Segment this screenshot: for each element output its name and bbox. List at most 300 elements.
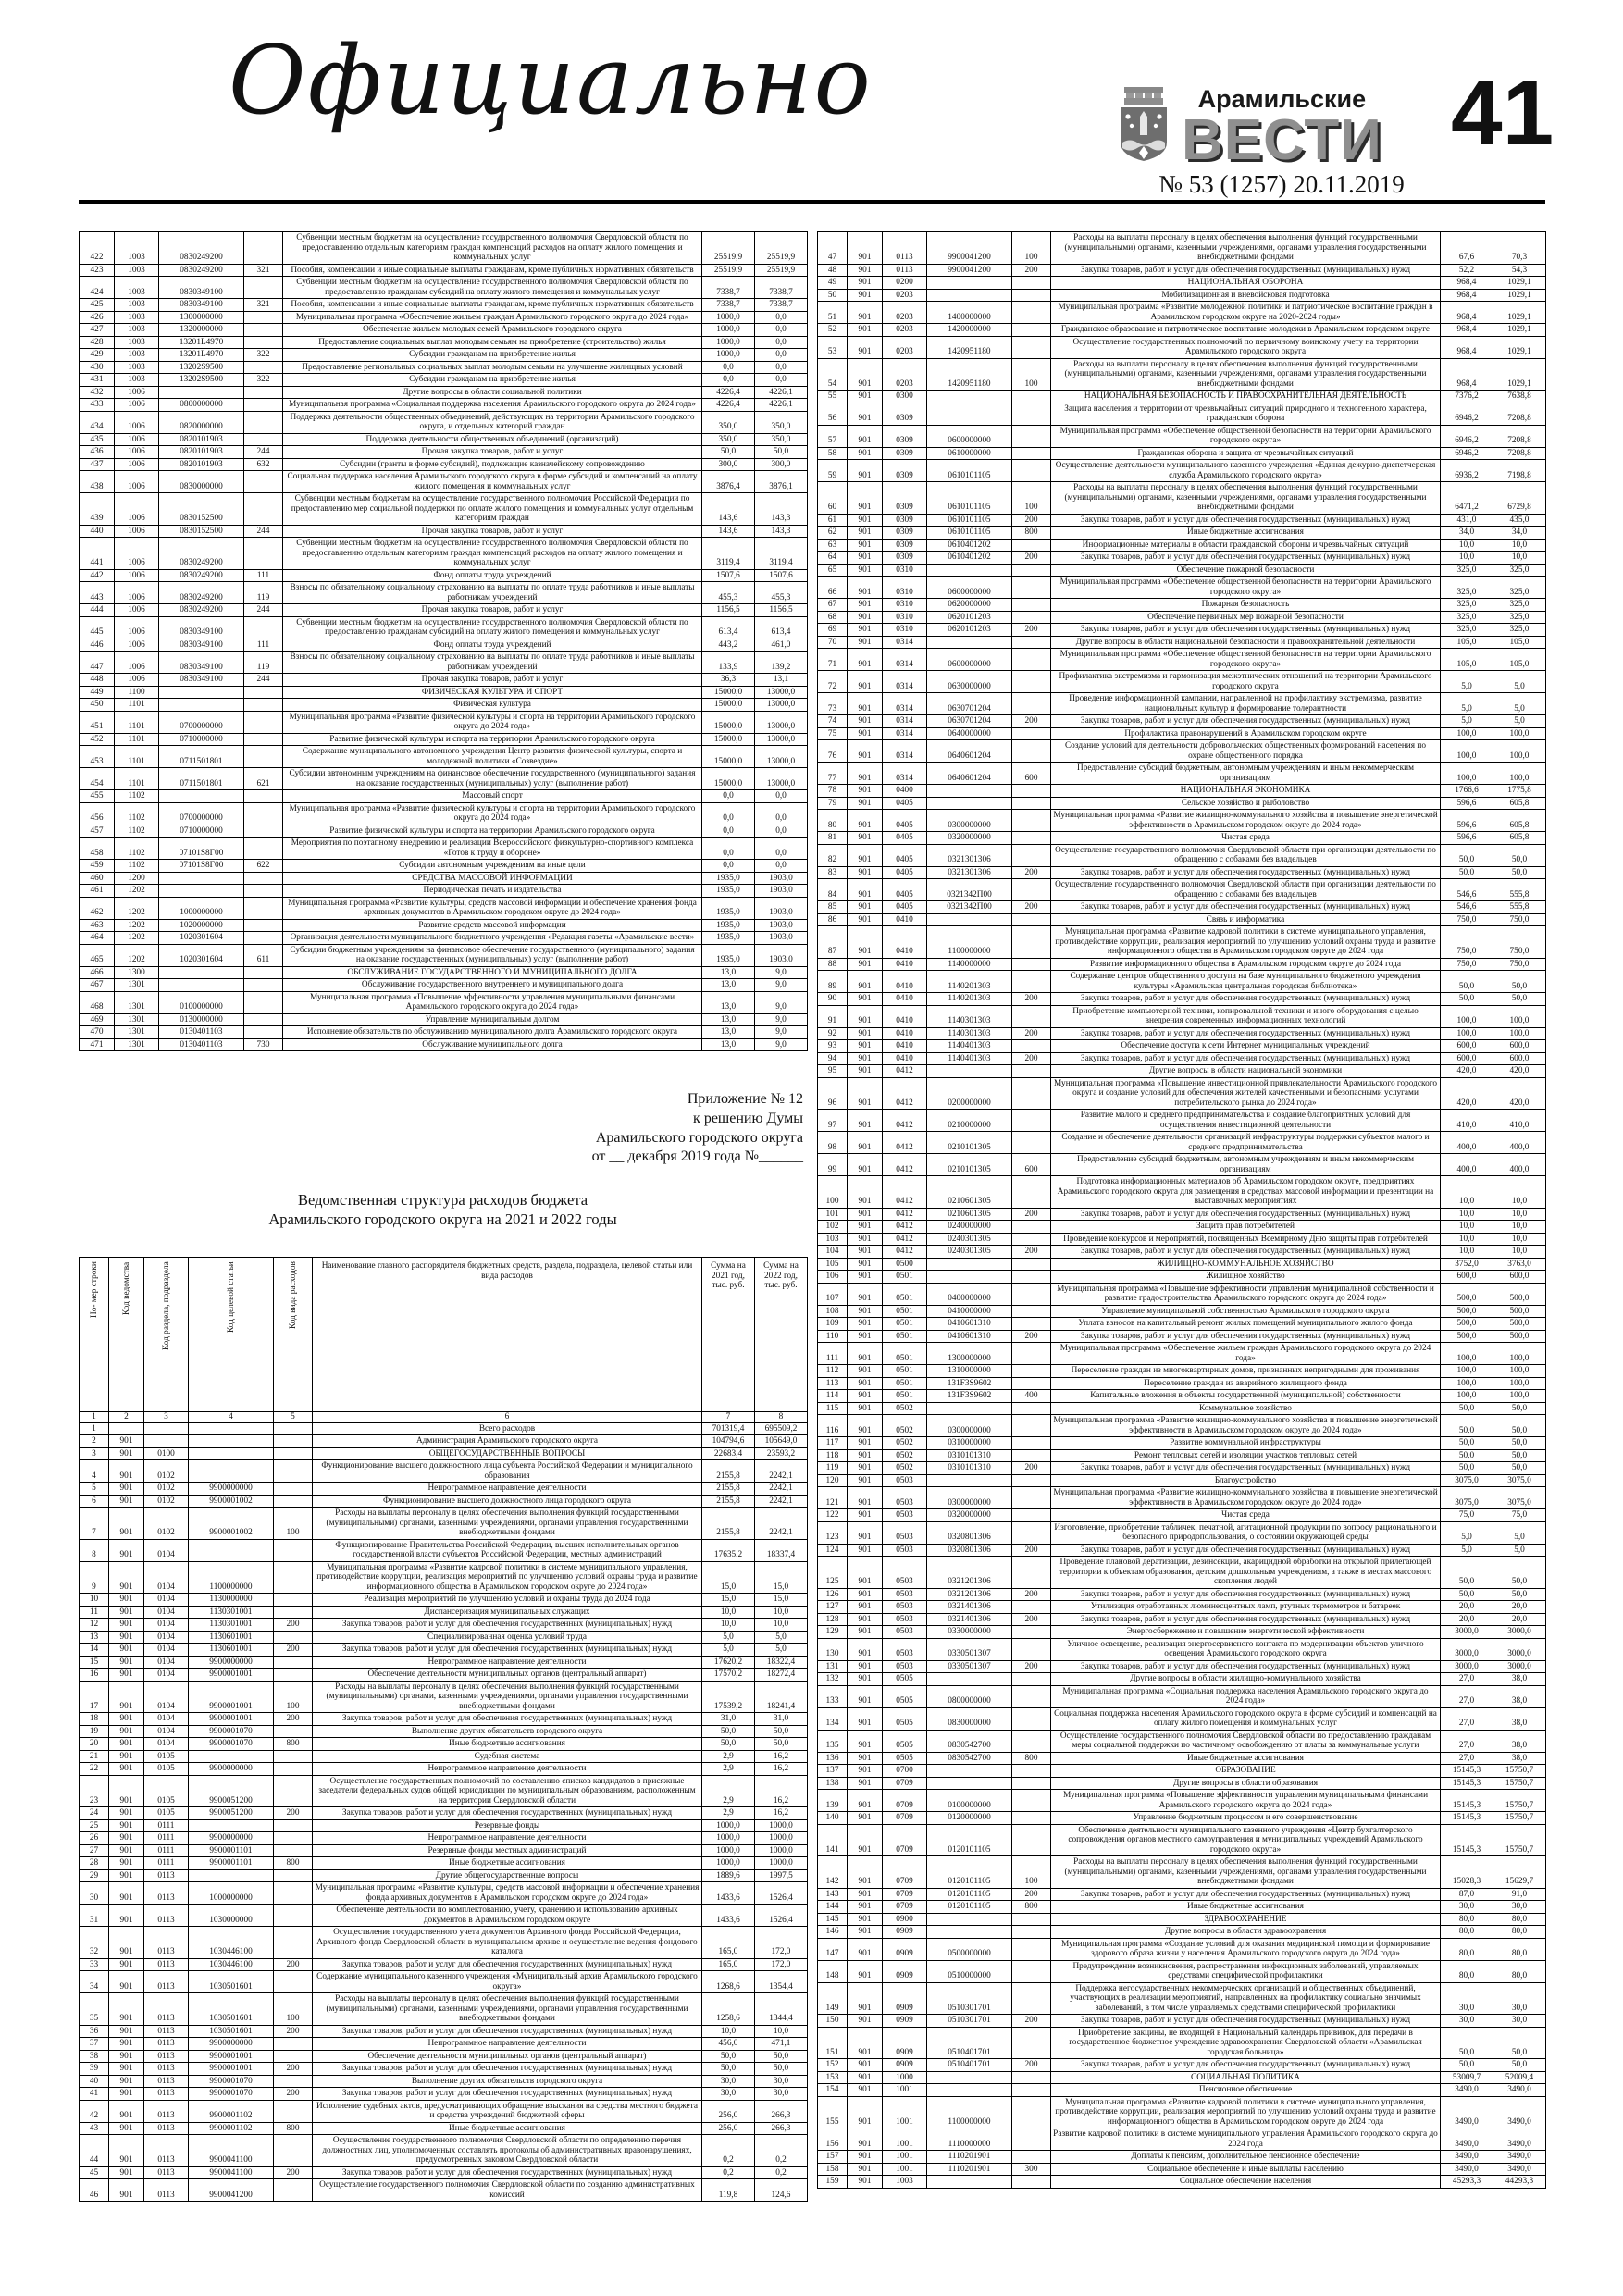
table-cell: 0113 [144,2135,189,2167]
table-cell: 143,3 [755,525,808,538]
col-header-department-code: Код ведомства [109,1258,144,1412]
table-cell: 1766,6 [1441,785,1493,798]
table-cell: 2155,8 [702,1495,755,1508]
table-cell: 0105 [144,1807,189,1820]
table-cell: 0,0 [702,838,755,860]
table-cell: 51 [818,302,848,324]
table-cell: 605,8 [1493,832,1546,845]
table-cell: 50,0 [702,1738,755,1751]
table-cell: 901 [848,1077,883,1110]
masthead-text [1182,85,1382,172]
table-cell: 621 [244,768,283,790]
table-cell [244,361,283,374]
table-cell: 596,6 [1441,832,1493,845]
table-cell: Расходы на выплаты персоналу в целях обеспечения выполнения функций государственными (муниципальными) органами, казенными учреждениями, органами управления государственными внебюджетными фондами [1051,358,1441,391]
table-cell: 1006 [115,538,159,570]
table-row [818,564,1546,577]
table-cell: 1507,6 [755,569,808,582]
table-cell: Непрограммное направление деятельности [313,1832,702,1845]
table-cell: 200 [1012,264,1051,277]
table-cell [159,885,244,898]
table-cell: 456,0 [702,2038,755,2051]
table-cell: 0309 [883,460,927,482]
table-cell: 140 [818,1812,848,1825]
table-cell: Функционирование высшего должностного лица субъекта Российской Федерации и муниципального образования [313,1460,702,1483]
table-cell: 1030000000 [189,1905,274,1927]
table-cell: 901 [848,324,883,337]
table-cell: 100,0 [1441,1390,1493,1403]
table-cell: 321 [244,264,283,277]
table-row [818,1626,1546,1639]
table-cell: 0800000000 [927,1685,1012,1707]
table-cell: Закупка товаров, работ и услуг для обеспечения государственных (муниципальных) нужд [1051,1208,1441,1221]
table-row [818,1271,1546,1284]
table-row [80,1447,808,1460]
table-cell [274,1606,313,1619]
table-cell: 0113 [144,1882,189,1905]
table-row [818,1415,1546,1437]
table-cell: 901 [109,1594,144,1607]
table-cell: 901 [848,879,883,901]
table-row [80,1508,808,1540]
table-cell: 0113 [144,2122,189,2135]
table-cell: 968,4 [1441,302,1493,324]
table-cell: 968,4 [1441,336,1493,358]
table-cell: 0830152500 [159,525,244,538]
table-cell: 125 [818,1557,848,1589]
table-cell: 10,0 [1493,1233,1546,1246]
table-cell: 901 [848,1271,883,1284]
table-cell [1012,336,1051,358]
table-row [818,1509,1546,1522]
table-cell: 1000,0 [702,1844,755,1857]
table-cell [274,1539,313,1561]
table-cell [244,616,283,639]
table-cell: 116 [818,1415,848,1437]
table-cell: 1102 [115,790,159,803]
table-cell: 1006 [115,616,159,639]
table-cell: 0113 [883,264,927,277]
table-cell: Фонд оплаты труда учреждений [283,639,702,652]
table-cell: 440 [80,525,115,538]
table-cell: Управление бюджетным процессом и его совершенствование [1051,1812,1441,1825]
table-cell: 350,0 [702,411,755,433]
table-cell: Муниципальная программа «Развитие молодежной политики и патриотическое воспитание граждан в Арамильском городском округе на 2020-2024 годы» [1051,302,1441,324]
table-cell: 10,0 [1441,1208,1493,1221]
table-row [80,1656,808,1669]
table-cell: 443 [80,582,115,604]
table-cell: Муниципальная программа «Повышение инвестиционной привлекательности Арамильского городского округа и создание условий для обеспечения жителей качественными и безопасными услугами потребительского рынка до 2024 года» [1051,1077,1441,1110]
table-row [80,1460,808,1483]
table-cell: 3876,4 [702,471,755,493]
table-cell: 901 [848,1208,883,1221]
table-cell: 0412 [883,1208,927,1221]
table-row [818,1132,1546,1154]
table-cell [1012,1601,1051,1614]
table-cell: 0113 [144,1971,189,1993]
table-cell: 433 [80,399,115,412]
table-cell [274,1483,313,1496]
table-cell: 4 [80,1460,109,1483]
table-cell: 0203 [883,336,927,358]
table-cell [1012,1065,1051,1078]
table-cell: Обеспечение доступа к сети Интернет муниципальных учреждений [1051,1040,1441,1053]
table-cell: 4 [189,1412,274,1423]
table-cell: 1889,6 [702,1869,755,1882]
table-cell: 0113 [144,2075,189,2088]
table-cell: 4226,1 [755,386,808,399]
table-cell: 901 [109,2122,144,2135]
table-cell: 1420951180 [927,336,1012,358]
table-cell: 901 [109,1606,144,1619]
table-cell: 0830349100 [159,652,244,674]
table-cell: 9900001070 [189,1738,274,1751]
table-cell: Субсидии (гранты в форме субсидий), подлежащие казначейскому сопровождению [283,458,702,471]
table-cell: 0405 [883,810,927,832]
table-cell: 58 [818,447,848,460]
table-cell: 200 [1012,552,1051,565]
table-cell: Пожарная безопасность [1051,599,1441,612]
table-cell: Обслуживание государственного внутреннего и муниципального долга [283,979,702,992]
table-cell: 901 [848,1474,883,1487]
table-cell: 07101S8Г00 [159,838,244,860]
table-cell [1012,913,1051,926]
table-cell: 0320000000 [927,1509,1012,1522]
table-cell: 0830000000 [927,1707,1012,1730]
table-cell: 66 [818,577,848,599]
table-row [818,1938,1546,1960]
table-cell: 901 [848,1415,883,1437]
table-row [818,1365,1546,1378]
table-cell: 50,0 [1441,1437,1493,1450]
table-row [80,932,808,945]
table-cell: 0,0 [702,802,755,825]
table-cell: 1006 [115,471,159,493]
table-cell [1012,879,1051,901]
table-cell: 200 [1012,866,1051,879]
table-cell: Развитие физической культуры и спорта на территории Арамильского городского округа [283,825,702,838]
table-cell: Закупка товаров, работ и услуг для обеспечения государственных (муниципальных) нужд [1051,901,1441,914]
table-cell: 1000,0 [755,1844,808,1857]
table-cell: 901 [848,1330,883,1343]
table-cell: 13,0 [702,1013,755,1026]
table-cell: 600,0 [1493,1040,1546,1053]
table-cell: 455,3 [755,582,808,604]
table-cell [1012,611,1051,624]
table-row [818,1208,1546,1221]
table-cell: 901 [109,1435,144,1448]
table-cell: 1202 [115,944,159,966]
table-cell: 8 [755,1412,808,1423]
table-cell: 432 [80,386,115,399]
table-cell: 11 [80,1606,109,1619]
table-row [80,2166,808,2179]
table-cell: 0503 [883,1487,927,1509]
table-cell: Предупреждение возникновения, распространения инфекционных заболеваний, управляемых средствами специфической профилактики [1051,1960,1441,1982]
table-cell: 0120101105 [927,1824,1012,1856]
table-cell: 9900000000 [189,1763,274,1776]
table-row [818,1685,1546,1707]
table-cell: 23593,2 [755,1447,808,1460]
table-cell: 64 [818,552,848,565]
table-cell: Создание условий для деятельности добровольческих общественных формирований населения по охране общественного порядка [1051,740,1441,763]
table-cell: 1301 [115,1038,159,1051]
table-cell: 5,0 [1441,693,1493,715]
table-cell: 6471,2 [1441,482,1493,515]
table-cell: Развитие физической культуры и спорта на территории Арамильского городского округа [283,733,702,746]
table-cell: 0830349100 [159,299,244,312]
table-cell: 39 [80,2063,109,2076]
table-cell: 4226,4 [702,386,755,399]
table-cell: 124,6 [755,2179,808,2202]
table-cell: 2155,8 [702,1508,755,1540]
table-cell: 244 [244,604,283,617]
table-cell: 1001 [883,2151,927,2164]
table-cell [1012,1557,1051,1589]
table-cell: 1006 [115,458,159,471]
table-cell: 0321342П00 [927,879,1012,901]
table-cell: 0709 [883,1777,927,1790]
table-cell: 1029,1 [1493,277,1546,290]
table-cell: 901 [848,636,883,649]
table-cell: 20,0 [1441,1601,1493,1614]
table-cell: 1006 [115,411,159,433]
table-cell: 1003 [115,264,159,277]
table-cell: 9900001002 [189,1508,274,1540]
table-cell: 100 [1012,358,1051,391]
table-cell: 431,0 [1441,514,1493,527]
table-cell: 200 [1012,624,1051,637]
table-cell: 0610000000 [927,447,1012,460]
table-cell: 0501 [883,1390,927,1403]
table-cell: Развитие средств массовой информации [283,919,702,932]
table-cell [1012,1824,1051,1856]
table-cell: Закупка товаров, работ и услуг для обеспечения государственных (муниципальных) нужд [1051,1052,1441,1065]
table-cell: 0,0 [755,336,808,349]
table-row [80,582,808,604]
table-cell: 0630701204 [927,693,1012,715]
table-cell: Закупка товаров, работ и услуг для обеспечения государственных (муниципальных) нужд [313,1807,702,1820]
table-cell: 968,4 [1441,277,1493,290]
table-cell: 0610101105 [927,482,1012,515]
table-cell: 400 [1012,1390,1051,1403]
table-cell [144,1422,189,1435]
table-cell [927,2176,1012,2189]
table-cell: 15629,7 [1493,1856,1546,1889]
table-cell: 901 [848,1790,883,1812]
table-cell: 0104 [144,1631,189,1644]
table-cell: 321 [244,299,283,312]
table-cell: 0130000000 [159,1013,244,1026]
table-cell: 1020000000 [159,919,244,932]
table-cell: 1003 [115,299,159,312]
table-row [80,616,808,639]
table-cell: 1301 [115,1013,159,1026]
table-cell: 172,0 [755,1958,808,1971]
table-cell: 1006 [115,399,159,412]
table-cell: 0412 [883,1176,927,1209]
table-cell: Гражданское образование и патриотическое воспитание молодежи в Арамильском городском округе [1051,324,1441,337]
table-cell: 50,0 [755,2063,808,2076]
table-cell: 1301 [115,991,159,1013]
table-cell: 901 [109,1508,144,1540]
table-cell: Другие вопросы в области жилищно-коммунального хозяйства [1051,1673,1441,1686]
table-cell: 0120101105 [927,1888,1012,1901]
table-cell [927,403,1012,425]
table-cell: 3490,0 [1441,2151,1493,2164]
table-cell: 0503 [883,1588,927,1601]
table-cell: 901 [848,1283,883,1305]
table-cell: 325,0 [1441,599,1493,612]
table-cell: 3000,0 [1441,1638,1493,1660]
table-cell [927,2071,1012,2084]
table-cell: Социальное обеспечение и иные выплаты населению [1051,2163,1441,2176]
table-cell: 0113 [144,1993,189,2026]
table-cell: 701319,4 [702,1422,755,1435]
table-cell: 0203 [883,358,927,391]
table-cell: 0,0 [702,860,755,873]
table-cell: Обеспечение деятельности муниципальных органов (центральный аппарат) [313,1669,702,1682]
table-cell: 596,6 [1441,810,1493,832]
table-cell [1012,1707,1051,1730]
table-header [80,1258,808,1412]
table-cell: 15750,7 [1493,1812,1546,1825]
table-cell: 22 [80,1763,109,1776]
table-cell: 446 [80,639,115,652]
table-cell: 730 [244,1038,283,1051]
table-cell [1012,1233,1051,1246]
table-cell: 1100000000 [927,926,1012,959]
table-row [818,1777,1546,1790]
table-cell: 10,0 [755,1606,808,1619]
table-cell: 596,6 [1441,797,1493,810]
table-cell: 244 [244,525,283,538]
table-cell: 0,0 [755,361,808,374]
col-header-name: Наименование главного распорядителя бюджетных средств, раздела, подраздела, целевой статьи или вида расходов [313,1258,702,1412]
table-cell [244,991,283,1013]
table-cell: 100,0 [1493,1005,1546,1027]
table-cell: 27,0 [1441,1707,1493,1730]
table-cell: 1001 [883,2163,927,2176]
table-cell: 1030501601 [189,1971,274,1993]
table-row [80,1561,808,1594]
table-cell: Взносы по обязательному социальному страхованию на выплаты по оплате труда работников и иные выплаты работникам учреждений [283,652,702,674]
table-row [80,2179,808,2202]
table-cell: 135 [818,1730,848,1752]
table-cell: 34,0 [1441,527,1493,540]
table-cell: 7208,8 [1493,403,1546,425]
table-cell: 126 [818,1588,848,1601]
table-cell: 100 [274,1508,313,1540]
table-cell [1012,1258,1051,1271]
table-cell: Субвенции местным бюджетам на осуществление государственного полномочия Российской Федерации по предоставлению мер социальной поддержки по оплате жилого помещения и коммунальных услуг отдельным категориям граждан [283,493,702,526]
table-cell: 0321401306 [927,1601,1012,1614]
table-row [80,446,808,459]
table-cell: 436 [80,446,115,459]
table-row [818,1377,1546,1390]
table-cell: 32 [80,1927,109,1959]
table-cell: 1102 [115,802,159,825]
table-cell: 50,0 [1441,1557,1493,1589]
table-cell: 0505 [883,1685,927,1707]
table-row [818,1065,1546,1078]
table-cell: Осуществление государственных полномочий по составлению списков кандидатов в присяжные заседатели федеральных судов общей юрисдикции по муниципальным образованиям, расположенным на территории Свердловской области [313,1775,702,1807]
table-cell: 901 [848,958,883,971]
table-cell: 5 [274,1412,313,1423]
table-cell: Муниципальная программа «Развитие кадровой политики в системе муниципального управления, противодействие коррупции, реализация мероприятий по улучшению условий охраны труда и развитие информационного общества в Арамильском городском округе до 2024 года [1051,2096,1441,2128]
table-row [818,1005,1546,1027]
table-cell: 0320801306 [927,1544,1012,1557]
table-cell: 5,0 [755,1644,808,1657]
table-cell: 0820101903 [159,433,244,446]
table-cell: 0320801306 [927,1521,1012,1544]
table-cell: 100,0 [1493,763,1546,785]
table-cell: 30,0 [755,2088,808,2101]
table-cell: 2 [109,1412,144,1423]
table-cell: 131F3S9602 [927,1390,1012,1403]
table-cell: 0830349100 [159,616,244,639]
table-cell: 901 [109,1958,144,1971]
table-cell: 901 [848,1777,883,1790]
table-cell: 901 [848,810,883,832]
table-cell [1012,1377,1051,1390]
table-cell: Осуществление государственного полномочия Свердловской области при организации деятельности по обращению с собаками без владельцев [1051,879,1441,901]
table-cell: 100,0 [1441,1027,1493,1040]
table-cell: 200 [274,1807,313,1820]
table-cell: 26 [80,1832,109,1845]
table-row [80,1869,808,1882]
table-cell: 145 [818,1913,848,1926]
table-cell: 6946,2 [1441,403,1493,425]
table-cell: 901 [848,1305,883,1318]
table-cell [189,1422,274,1435]
table-cell: 0909 [883,2059,927,2072]
table-row [818,277,1546,290]
table-row [80,1775,808,1807]
table-cell: Содержание муниципального казенного учреждения «Муниципальный архив Арамильского городского округа» [313,1971,702,1993]
header-divider [79,200,1545,204]
table-row [80,860,808,873]
table-cell: 13202S9500 [159,361,244,374]
table-row [80,1669,808,1682]
table-cell: 15145,3 [1441,1824,1493,1856]
table-row [80,411,808,433]
table-row [818,901,1546,914]
table-cell: 0105 [144,1775,189,1807]
table-cell: 100 [818,1176,848,1209]
table-cell: 200 [1012,1660,1051,1673]
table-cell: 325,0 [1441,624,1493,637]
table-cell: 0314 [883,636,927,649]
table-cell: 100 [274,1681,313,1713]
table-cell [1012,447,1051,460]
table-cell [927,1402,1012,1415]
table-cell: 13000,0 [755,733,808,746]
table-cell: 20,0 [1441,1613,1493,1626]
table-cell: 325,0 [1493,577,1546,599]
table-cell: 3000,0 [1493,1660,1546,1673]
table-cell: 0502 [883,1437,927,1450]
table-cell: 144 [818,1901,848,1914]
table-cell: 1526,4 [755,1905,808,1927]
table-cell: 131F3S9602 [927,1377,1012,1390]
table-cell: 200 [1012,1462,1051,1475]
table-cell [189,1460,274,1483]
table-cell: Взносы по обязательному социальному страхованию на выплаты по оплате труда работников и иные выплаты работникам учреждений [283,582,702,604]
table-cell: 78 [818,785,848,798]
table-cell: 901 [848,2027,883,2059]
table-cell: Благоустройство [1051,1474,1441,1487]
